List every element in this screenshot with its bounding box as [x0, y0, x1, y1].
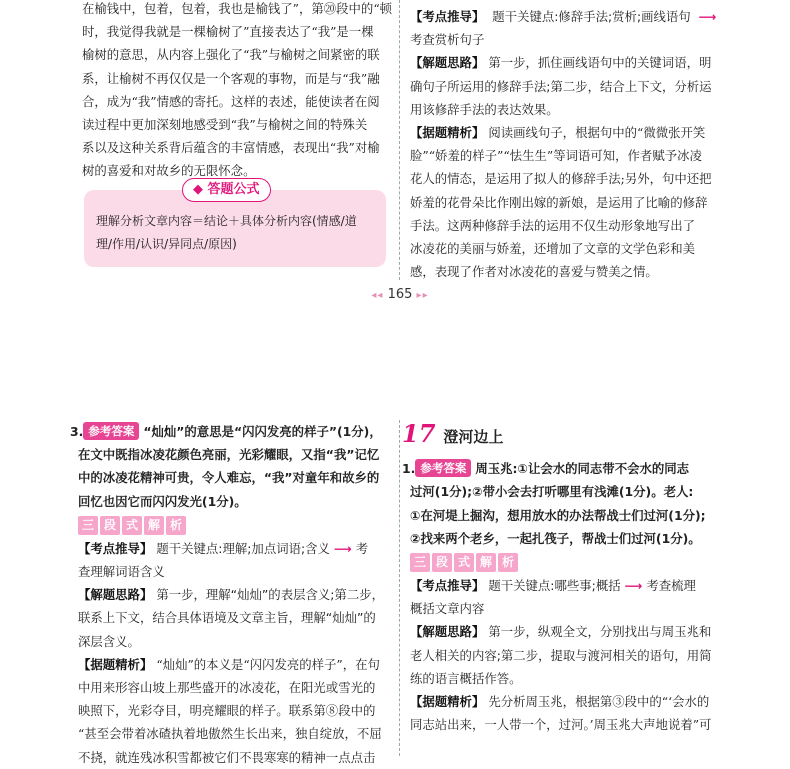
lesson-number: 17 — [402, 419, 436, 448]
point-text-2: 概括文章内容 — [410, 601, 485, 617]
solution-idea — [410, 51, 726, 121]
point-text: 考 — [355, 540, 369, 556]
solution-idea — [70, 583, 388, 653]
text-line: 第一步，抓住画线语句中的关键词语，明 — [488, 55, 712, 71]
text-line: 联系上下文，结合具体语境及文章主旨，理解“灿灿”的 — [78, 610, 376, 626]
text-line: 在文中既指冰凌花颜色亮丽，光彩耀眼，又指“我”记忆 — [78, 447, 380, 463]
text-line: 回忆也因它而闪闪发光(1分)。 — [78, 493, 247, 509]
point-text: 题干关键点:理解;加点词语;含义 — [156, 540, 330, 556]
heading-char: 析 — [498, 553, 518, 572]
text-line: 过河(1分);②带小会去打听哪里有浅滩(1分)。老人: — [410, 484, 694, 500]
text-line: 读过程中更加深刻地感受到“我”与榆树之间的特殊关 — [82, 117, 368, 133]
point-tag: 【考点推导】 — [410, 578, 485, 594]
text-line: 先分析周玉兆，根据第③段中的“‘会水的 — [488, 694, 710, 710]
detailed-analysis — [70, 653, 388, 769]
text-line: 同志站出来，一人带一个，过河。’周玉兆大声地说着”可 — [410, 717, 712, 733]
question-number: 3. — [70, 424, 84, 439]
text-line: 第一步，理解“灿灿”的表层含义;第二步， — [156, 587, 384, 603]
page-deco-left: ◂◂ — [371, 290, 384, 301]
reference-answer-badge: 参考答案 — [83, 422, 139, 440]
text-line: 映照下，光彩夺目，明亮耀眼的样子。联系第⑧段中的 — [78, 703, 376, 719]
point-text: 题干关键点:哪些事;概括 — [488, 578, 621, 594]
point-derivation — [402, 574, 732, 620]
point-tag: 【考点推导】 — [410, 9, 485, 24]
formula-title: ◆ 答题公式 — [182, 178, 271, 202]
point-derivation — [410, 5, 726, 28]
text-line: “灿灿”的意思是“闪闪发亮的样子”(1分)， — [143, 424, 382, 439]
formula-line: 理解分析文章内容＝结论＋具体分析内容(情感/道 — [96, 214, 357, 228]
bottom-page — [0, 412, 790, 765]
arrow-right-icon: ⟶ — [624, 578, 643, 594]
text-line: 合，成为“我”情感的寄托。这样的表述，能使读者在阅 — [82, 93, 380, 109]
text-line: 娇羞的花骨朵比作刚出嫁的新娘，是运用了比喻的修辞 — [410, 194, 708, 210]
question-number: 1. — [402, 461, 416, 477]
text-line: 第一步，纵观全文，分别找出与周玉兆和 — [488, 624, 712, 640]
idea-tag: 【解题思路】 — [410, 55, 485, 71]
point-tag: 【考点推导】 — [78, 540, 153, 556]
text-line: 脸”“娇羞的样子”“怯生生”等词语可知，作者赋予冰凌 — [410, 148, 702, 164]
page-number — [360, 287, 440, 302]
text-line: 时，我觉得我就是一棵榆树了”直接表达了“我”是一棵 — [82, 24, 374, 40]
text-line: 手法。这两种修辞手法的运用不仅生动形象地写出了 — [410, 217, 695, 233]
text-line: 用该修辞手法的表达效果。 — [410, 101, 559, 117]
text-line: 不挠，就连残冰积雪都被它们不畏寒寒的精神一点点击 — [78, 749, 376, 765]
heading-char: 段 — [100, 516, 120, 535]
text-line: 老人相关的内容;第二步，提取与渡河相关的语句，用简 — [410, 647, 712, 663]
left-column — [70, 420, 388, 769]
left-column — [82, 0, 394, 183]
text-line: “灿灿”的本义是“闪闪发亮的样子”，在句 — [156, 656, 380, 672]
reference-answer-badge: 参考答案 — [415, 459, 471, 477]
arrow-right-icon: ⟶ — [333, 540, 352, 556]
answer-formula-box — [84, 182, 386, 267]
point-derivation — [70, 537, 388, 583]
arrow-right-icon: ⟶ — [698, 9, 717, 24]
text-line: 中的冰凌花精神可贵，令人难忘，“我”对童年和故乡的 — [78, 470, 380, 486]
answer-1 — [402, 457, 732, 550]
analysis-tag: 【据题精析】 — [410, 125, 485, 141]
text-line: “甚至会带着冰碴执着地傲然生长出来，独自绽放，不屈 — [78, 726, 382, 742]
text-line: 深层含义。 — [78, 633, 140, 649]
text-line: 系，让榆树不再仅仅是一个客观的事物，而是与“我”融 — [82, 70, 380, 86]
column-divider — [399, 0, 400, 280]
point-text-2: 考查赏析句子 — [410, 32, 485, 48]
text-line: 树的喜爱和对故乡的无限怀念。 — [82, 163, 256, 179]
right-column — [410, 5, 726, 283]
text-line: 周玉兆:①让会水的同志带不会水的同志 — [475, 461, 690, 477]
heading-char: 式 — [122, 516, 142, 535]
three-step-analysis-heading — [70, 513, 388, 537]
text-line: 花人的情态，是运用了拟人的修辞手法;另外，句中还把 — [410, 171, 712, 187]
idea-tag: 【解题思路】 — [78, 587, 153, 603]
analysis-tag: 【据题精析】 — [78, 656, 153, 672]
answer-3 — [70, 420, 388, 513]
solution-idea — [402, 620, 732, 690]
text-line: 中用来形容山坡上那些盛开的冰凌花，在阳光或雪光的 — [78, 680, 376, 696]
point-text-2: 查理解词语含义 — [78, 564, 165, 580]
three-step-analysis-heading — [402, 550, 732, 574]
formula-line: 理/作用/认识/异同点/原因) — [96, 237, 237, 251]
idea-tag: 【解题思路】 — [410, 624, 485, 640]
lesson-name: 澄河边上 — [443, 428, 504, 446]
heading-char: 三 — [78, 516, 98, 535]
page-number-value: 165 — [387, 287, 413, 302]
text-line: 系以及这种关系背后蕴含的丰富情感，表现出“我”对榆 — [82, 140, 380, 156]
text-line: 在榆钱中，包着，包着，我也是榆钱了”，第⑳段中的“顿 — [82, 1, 393, 16]
heading-char: 三 — [410, 553, 430, 572]
heading-char: 析 — [166, 516, 186, 535]
point-text: 考查梳理 — [646, 578, 696, 594]
text-line: 练的语言概括作答。 — [410, 670, 522, 686]
lesson-title — [402, 419, 732, 449]
top-page — [0, 0, 790, 312]
analysis-continuation — [82, 0, 394, 183]
text-line: 冰凌花的美丽与娇羞，还增加了文章的文学色彩和美 — [410, 241, 695, 257]
text-line: 确句子所运用的修辞手法;第二步，结合上下文，分析运 — [410, 78, 712, 94]
heading-char: 段 — [432, 553, 452, 572]
heading-char: 解 — [476, 553, 496, 572]
formula-text — [96, 210, 378, 256]
column-divider — [399, 420, 400, 756]
heading-char: 解 — [144, 516, 164, 535]
right-column — [402, 419, 732, 736]
page-deco-right: ▸▸ — [416, 290, 429, 301]
text-line: ②找来两个老乡，一起扎筏子，帮战士们过河(1分)。 — [410, 530, 701, 546]
analysis-tag: 【据题精析】 — [410, 694, 485, 710]
text-line: 榆树的意思，从内容上强化了“我”与榆树之间紧密的联 — [82, 47, 380, 63]
heading-char: 式 — [454, 553, 474, 572]
detailed-analysis — [410, 121, 726, 283]
point-text: 题干关键点:修辞手法;赏析;画线语句 — [492, 9, 691, 24]
text-line: 阅读画线句子，根据句中的“微微张开笑 — [488, 125, 706, 141]
detailed-analysis — [402, 690, 732, 736]
text-line: 感，表现了作者对冰凌花的喜爱与赞美之情。 — [410, 264, 658, 280]
text-line: ①在河堤上掘沟，想用放水的办法帮战士们过河(1分); — [410, 507, 706, 523]
